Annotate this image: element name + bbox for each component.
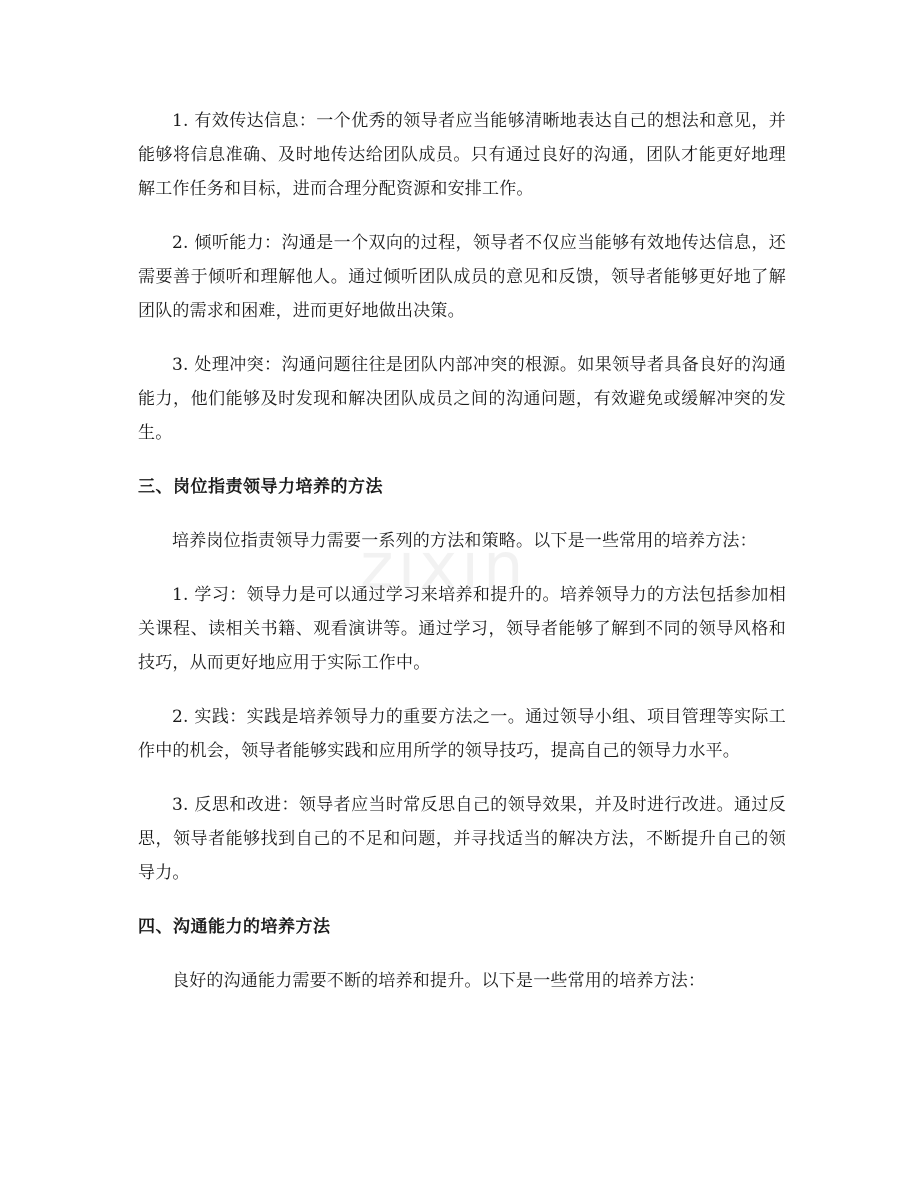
paragraph-communication-intro: 良好的沟通能力需要不断的培养和提升。以下是一些常用的培养方法： xyxy=(172,971,706,991)
paragraph-learning: 1. 学习：领导力是可以通过学习来培养和提升的。培养领导力的方法包括参加相关课程、读相关书籍、观看演讲等。通过学习，领导者能够了解到不同的领导风格和技巧，从而更好地应用于实际工作中。 xyxy=(138,585,786,673)
paragraph-effective-communication: 1. 有效传达信息：一个优秀的领导者应当能够清晰地表达自己的想法和意见，并能够将信息准确、及时地传达给团队成员。只有通过良好的沟通，团队才能更好地理解工作任务和目标，进而合理分配资源和安排工作。 xyxy=(138,111,786,199)
document-body xyxy=(138,104,786,1018)
paragraph-conflict-handling: 3. 处理冲突：沟通问题往往是团队内部冲突的根源。如果领导者具备良好的沟通能力，他们能够及时发现和解决团队成员之间的沟通问题，有效避免或缓解冲突的发生。 xyxy=(138,355,786,443)
watermark: zixin xyxy=(360,530,528,604)
paragraph-practice: 2. 实践：实践是培养领导力的重要方法之一。通过领导小组、项目管理等实际工作中的机会，领导者能够实践和应用所学的领导技巧，提高自己的领导力水平。 xyxy=(138,707,786,761)
paragraph-reflection: 3. 反思和改进：领导者应当时常反思自己的领导效果，并及时进行改进。通过反思，领导者能够找到自己的不足和问题，并寻找适当的解决方法，不断提升自己的领导力。 xyxy=(138,795,786,883)
section-heading-communication-methods: 四、沟通能力的培养方法 xyxy=(138,917,331,937)
section-heading-leadership-methods: 三、岗位指责领导力培养的方法 xyxy=(138,477,383,497)
paragraph-leadership-intro: 培养岗位指责领导力需要一系列的方法和策略。以下是一些常用的培养方法： xyxy=(172,531,757,551)
paragraph-listening-ability: 2. 倾听能力：沟通是一个双向的过程，领导者不仅应当能够有效地传达信息，还需要善于倾听和理解他人。通过倾听团队成员的意见和反馈，领导者能够更好地了解团队的需求和困难，进而更好地做出决策。 xyxy=(138,233,786,321)
